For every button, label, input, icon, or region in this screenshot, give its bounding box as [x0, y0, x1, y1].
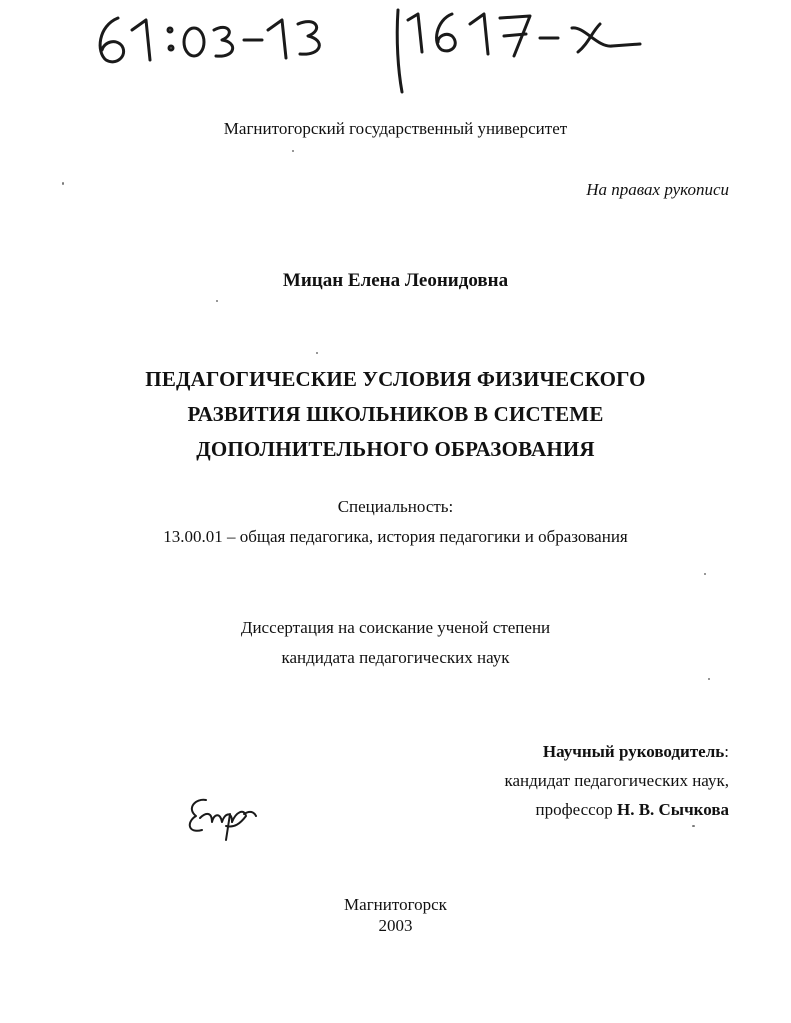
- dissertation-degree-line1: Диссертация на соискание ученой степени: [240, 618, 551, 637]
- supervisor-label: Научный руководитель: [542, 742, 725, 761]
- year: 2003: [378, 916, 413, 935]
- archive-code-handwritten: [100, 10, 640, 92]
- supervisor-heading: [504, 737, 729, 766]
- specialty-value: 13.00.01 – общая педагогика, история педагогики и образования: [163, 527, 628, 546]
- supervisor-colon: :: [724, 742, 729, 761]
- dissertation-degree-line2: кандидата педагогических наук: [281, 648, 510, 667]
- university-name: Магнитогорский государственный университет: [223, 119, 568, 138]
- scan-speck: [62, 182, 64, 185]
- scan-speck: [316, 352, 318, 354]
- scan-speck: [692, 825, 695, 827]
- supervisor-block: [504, 737, 729, 824]
- scan-speck: [704, 573, 706, 575]
- signature-handwritten: [190, 800, 256, 840]
- scan-speck: [708, 678, 710, 680]
- manuscript-rights-note: На правах рукописи: [586, 180, 729, 199]
- supervisor-position-line: [504, 795, 729, 824]
- dissertation-title: [0, 362, 791, 467]
- title-line: ДОПОЛНИТЕЛЬНОГО ОБРАЗОВАНИЯ: [196, 437, 595, 461]
- supervisor-degree: кандидат педагогических наук,: [504, 771, 729, 790]
- supervisor-name: Н. В. Сычкова: [616, 800, 729, 819]
- scan-speck: [292, 150, 294, 152]
- city: Магнитогорск: [344, 895, 447, 914]
- scan-speck: [216, 300, 218, 302]
- specialty-label: Специальность:: [337, 497, 454, 516]
- author-name: Мицан Елена Леонидовна: [282, 270, 509, 291]
- supervisor-position: профессор: [535, 800, 617, 819]
- title-line: РАЗВИТИЯ ШКОЛЬНИКОВ В СИСТЕМЕ: [187, 402, 604, 426]
- title-line: ПЕДАГОГИЧЕСКИЕ УСЛОВИЯ ФИЗИЧЕСКОГО: [145, 367, 646, 391]
